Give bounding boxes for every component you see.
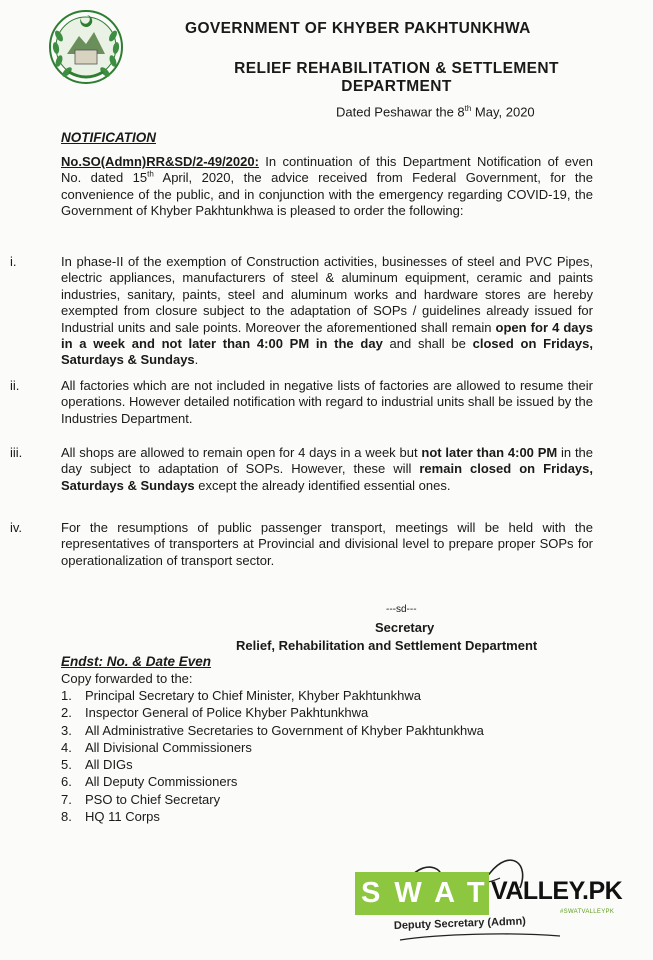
- list-item: [61, 704, 484, 721]
- item-segment: and shall be: [382, 336, 473, 352]
- list-number: 8.: [61, 809, 72, 825]
- list-item: [61, 773, 484, 790]
- list-text: Inspector General of Police Khyber Pakhtunkhwa: [85, 705, 369, 721]
- item-bold-segment: open for 4 days in a week and not later than 4:00 PM in the day: [61, 319, 593, 352]
- item-segment: In phase-II of the exemption of Construction activities, businesses of steel and PVC Pipes, electric appliances, manufacturers of steel & aluminum equipment, ceramic and paints industries, sanitary, paints, steel and aluminum works and hardware stores are hereby exempted from closure subject to the adaptation of SOPs / guidelines already issued for Industrial units and sale points. Moreover the aforementioned shall remain: [61, 254, 593, 335]
- list-item: [61, 739, 484, 756]
- list-item: [61, 756, 484, 773]
- list-item: [61, 687, 484, 704]
- list-text: All Divisional Commissioners: [85, 739, 252, 755]
- date-superscript: th: [464, 104, 472, 113]
- list-number: 7.: [61, 791, 72, 807]
- header-department: [200, 60, 593, 96]
- item-text: All factories which are not included in negative lists of factories are allowed to resume their operations. However detailed notification with regard to industrial units shall be issued by the Industries Department.: [61, 378, 593, 426]
- list-text: Principal Secretary to Chief Minister, Khyber Pakhtunkhwa: [85, 688, 421, 703]
- endorsement-heading: Endst: No. & Date Even: [61, 654, 212, 669]
- watermark-tag: #SWATVALLEYPK: [560, 909, 615, 915]
- signatory-department: Relief, Rehabilitation and Settlement Department: [236, 638, 538, 653]
- stamp-text: Deputy Secretary (Admn): [393, 915, 527, 932]
- order-item: [0, 520, 593, 570]
- item-segment: .: [194, 352, 199, 368]
- item-text: [61, 445, 593, 494]
- intro-superscript: th: [147, 170, 154, 180]
- date-prefix: Dated Peshawar the 8: [336, 104, 465, 120]
- list-number: 3.: [61, 722, 72, 738]
- item-number: iii.: [10, 445, 23, 460]
- list-text: All Deputy Commissioners: [85, 774, 238, 790]
- item-bold-segment: not later than 4:00 PM: [421, 445, 558, 460]
- item-segment: except the already identified essential ones.: [194, 477, 451, 493]
- distribution-list: [61, 687, 484, 825]
- notification-intro: [61, 154, 593, 220]
- list-text: HQ 11 Corps: [85, 809, 160, 825]
- item-number: ii.: [10, 378, 20, 393]
- header-department-line: DEPARTMENT: [341, 78, 452, 95]
- header-government: GOVERNMENT OF KHYBER PAKHTUNKHWA: [185, 20, 531, 37]
- item-bold-segment: closed on Fridays, Saturdays & Sundays: [61, 336, 593, 368]
- watermark-swat: SWAT: [355, 872, 489, 915]
- list-item: [61, 722, 484, 739]
- item-number: i.: [10, 254, 17, 269]
- signatory-title: Secretary: [375, 620, 435, 635]
- list-number: 2.: [61, 705, 72, 721]
- list-text: PSO to Chief Secretary: [85, 791, 221, 807]
- item-segment: in the day subject to adaptation of SOPs. However, these will: [61, 445, 594, 477]
- item-bold-segment: remain closed on Fridays, Saturdays & Sundays: [61, 461, 593, 493]
- date-line: [336, 104, 535, 119]
- order-item: [0, 445, 593, 511]
- order-item: [0, 254, 593, 368]
- list-text: All Administrative Secretaries to Government of Khyber Pakhtunkhwa: [85, 722, 484, 738]
- list-text: All DIGs: [85, 757, 133, 773]
- notification-reference: No.SO(Admn)RR&SD/2-49/2020:: [61, 154, 259, 169]
- date-suffix: May, 2020: [471, 104, 535, 120]
- watermark-valley: VALLEY.PK: [491, 877, 623, 905]
- list-item: [61, 808, 484, 825]
- item-text: For the resumptions of public passenger transport, meetings will be held with the representatives of transporters at Provincial and divisional level to prepare proper SOPs for operationalization of transport sector.: [61, 520, 593, 568]
- list-number: 4.: [61, 739, 72, 755]
- order-item: [0, 378, 593, 428]
- kp-government-seal-icon: [47, 6, 125, 88]
- list-number: 5.: [61, 757, 72, 773]
- notification-heading: NOTIFICATION: [61, 130, 156, 145]
- intro-text: In continuation of this Department Notification of even No. dated 15: [61, 154, 593, 186]
- list-number: 6.: [61, 774, 72, 790]
- list-item: [61, 791, 484, 808]
- list-number: 1.: [61, 688, 72, 703]
- copy-forwarded-line: Copy forwarded to the:: [61, 671, 193, 686]
- item-text: [61, 254, 593, 369]
- header-department-line: RELIEF REHABILITATION & SETTLEMENT: [234, 60, 559, 77]
- item-segment: All shops are allowed to remain open for 4 days in a week but: [61, 445, 422, 460]
- item-number: iv.: [10, 520, 23, 535]
- signed-marker: ---sd---: [386, 604, 417, 615]
- intro-text: April, 2020, the advice received from Federal Government, for the convenience of the public, and in conjunction with the emergency regarding COVID-19, the Government of Khyber Pakhtunkhwa is pleased to order the following:: [61, 170, 593, 219]
